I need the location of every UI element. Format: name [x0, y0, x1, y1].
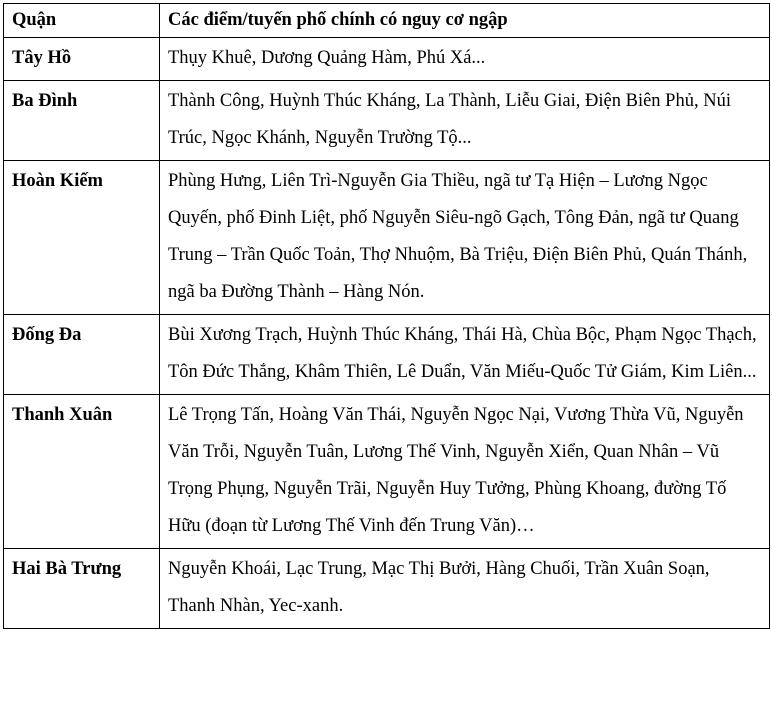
district-cell: Ba Đình — [4, 81, 160, 161]
streets-cell: Nguyễn Khoái, Lạc Trung, Mạc Thị Bưởi, Hàng Chuối, Trần Xuân Soạn, Thanh Nhàn, Yec-xanh. — [160, 549, 770, 629]
table-row — [4, 315, 770, 395]
district-cell: Hai Bà Trưng — [4, 549, 160, 629]
table-row — [4, 38, 770, 81]
streets-cell: Thụy Khuê, Dương Quảng Hàm, Phú Xá... — [160, 38, 770, 81]
table-row — [4, 81, 770, 161]
streets-cell: Bùi Xương Trạch, Huỳnh Thúc Kháng, Thái Hà, Chùa Bộc, Phạm Ngọc Thạch, Tôn Đức Thắng, Khâm Thiên, Lê Duẩn, Văn Miếu-Quốc Tử Giám, Kim Liên... — [160, 315, 770, 395]
streets-cell: Thành Công, Huỳnh Thúc Kháng, La Thành, Liễu Giai, Điện Biên Phủ, Núi Trúc, Ngọc Khánh, Nguyễn Trường Tộ... — [160, 81, 770, 161]
district-cell: Hoàn Kiếm — [4, 161, 160, 315]
streets-cell: Phùng Hưng, Liên Trì-Nguyễn Gia Thiều, ngã tư Tạ Hiện – Lương Ngọc Quyến, phố Đinh Liệt, phố Nguyễn Siêu-ngõ Gạch, Tông Đản, ngã tư Quang Trung – Trần Quốc Toản, Thợ Nhuộm, Bà Triệu, Điện Biên Phủ, Quán Thánh, ngã ba Đường Thành – Hàng Nón. — [160, 161, 770, 315]
district-cell: Tây Hồ — [4, 38, 160, 81]
header-district: Quận — [4, 4, 160, 38]
table-row — [4, 395, 770, 549]
streets-cell: Lê Trọng Tấn, Hoàng Văn Thái, Nguyễn Ngọc Nại, Vương Thừa Vũ, Nguyễn Văn Trỗi, Nguyễn Tuân, Lương Thế Vinh, Nguyễn Xiển, Quan Nhân – Vũ Trọng Phụng, Nguyễn Trãi, Nguyễn Huy Tưởng, Phùng Khoang, đường Tố Hữu (đoạn từ Lương Thế Vinh đến Trung Văn)… — [160, 395, 770, 549]
table-header-row — [4, 4, 770, 38]
header-streets: Các điểm/tuyến phố chính có nguy cơ ngập — [160, 4, 770, 38]
district-cell: Đống Đa — [4, 315, 160, 395]
table-row — [4, 549, 770, 629]
district-cell: Thanh Xuân — [4, 395, 160, 549]
flood-risk-table — [3, 3, 770, 629]
table-row — [4, 161, 770, 315]
